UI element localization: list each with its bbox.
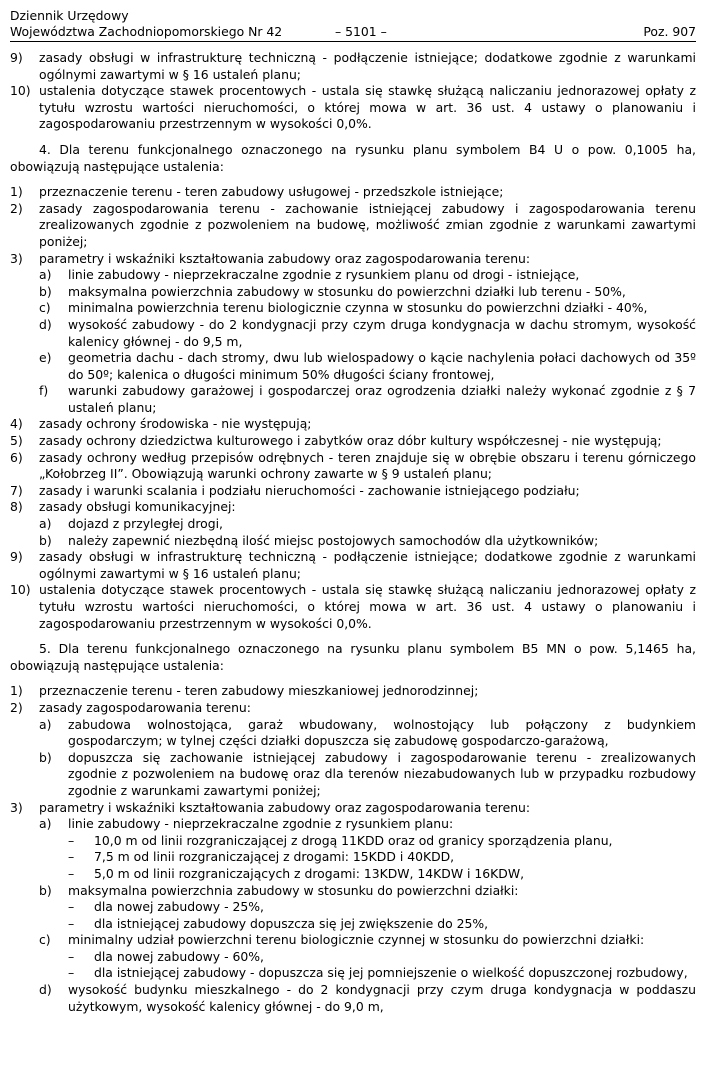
list-marker: 2) bbox=[10, 200, 23, 216]
list-text: parametry i wskaźniki kształtowania zabudowy oraz zagospodarowania terenu: bbox=[39, 799, 531, 815]
list-text: dla nowej zabudowy - 25%, bbox=[94, 899, 264, 915]
list-marker: – bbox=[68, 849, 75, 865]
list-marker: c) bbox=[39, 300, 51, 316]
journal-subtitle: Województwa Zachodniopomorskiego Nr 42 bbox=[10, 24, 283, 39]
sub-list-item bbox=[10, 350, 696, 383]
list-marker: – bbox=[68, 915, 75, 931]
dash-list-item bbox=[10, 833, 696, 850]
section-paragraph: 4. Dla terenu funkcjonalnego oznaczonego na rysunku planu symbolem B4 U o pow. 0,1005 ha, obowiązują następujące ustalenia: bbox=[10, 141, 696, 174]
list-text: 10,0 m od linii rozgraniczającej z drogą 11KDD oraz od granicy sporządzenia planu, bbox=[94, 832, 613, 848]
list-marker: 7) bbox=[10, 482, 23, 498]
sub-list-item bbox=[10, 267, 696, 284]
list-marker: d) bbox=[39, 982, 52, 998]
list-item bbox=[10, 499, 696, 516]
journal-title: Dziennik Urzędowy bbox=[10, 8, 129, 23]
list-item bbox=[10, 549, 696, 582]
list-item bbox=[10, 416, 696, 433]
header-rule bbox=[10, 41, 696, 42]
list-item bbox=[10, 50, 696, 83]
list-text: ustalenia dotyczące stawek procentowych - ustala się stawkę służącą naliczaniu jednorazowej opłaty z tytułu wzrostu wartości nieruchomości, o której mowa w art. 36 ust. 4 ustawy o planowaniu i zagospodarowaniu przestrzennym w wysokości 0,0%. bbox=[39, 83, 696, 132]
page-number: – 5101 – bbox=[335, 24, 387, 39]
sub-list-item bbox=[10, 816, 696, 833]
list-marker: – bbox=[68, 948, 75, 964]
list-item bbox=[10, 83, 696, 133]
list-text: zasady obsługi w infrastrukturę techniczną - podłączenie istniejące; dodatkowe zgodnie z warunkami ogólnymi zawartymi w § 16 ustaleń planu; bbox=[39, 549, 696, 581]
list-text: zasady zagospodarowania terenu: bbox=[39, 699, 251, 715]
dash-list-item bbox=[10, 949, 696, 966]
sub-list-item bbox=[10, 982, 696, 1015]
list-marker: 1) bbox=[10, 683, 23, 699]
list-text: dla istniejącej zabudowy dopuszcza się jej zwiększenie do 25%, bbox=[94, 915, 489, 931]
list-text: warunki zabudowy garażowej i gospodarczej oraz ogrodzenia działki należy wykonać zgodnie z § 7 ustaleń planu; bbox=[68, 383, 696, 415]
sub-list-item bbox=[10, 317, 696, 350]
list-text: zasady ochrony środowiska - nie występują; bbox=[39, 416, 312, 432]
list-text: 7,5 m od linii rozgraniczającej z drogami: 15KDD i 40KDD, bbox=[94, 849, 455, 865]
list-text: wysokość budynku mieszkalnego - do 2 kondygnacji przy czym druga kondygnacja w poddaszu użytkowym, wysokość kalenicy głównej - do 9,0 m, bbox=[68, 982, 696, 1014]
list-text: minimalna powierzchnia terenu biologicznie czynna w stosunku do powierzchni działki - 40%, bbox=[68, 300, 648, 316]
list-text: wysokość zabudowy - do 2 kondygnacji przy czym druga kondygnacja w dachu stromym, wysokość kalenicy głównej - do 9,5 m, bbox=[68, 316, 696, 349]
section-paragraph: 5. Dla terenu funkcjonalnego oznaczonego na rysunku planu symbolem B5 MN o pow. 5,1465 ha, obowiązują następujące ustalenia: bbox=[10, 641, 696, 673]
list-marker: a) bbox=[39, 267, 52, 283]
document-page bbox=[10, 8, 696, 1015]
sub-list-item bbox=[10, 383, 696, 416]
sub-list-item bbox=[10, 883, 696, 900]
list-text: zasady obsługi komunikacyjnej: bbox=[39, 499, 236, 515]
sub-list-item bbox=[10, 932, 696, 949]
list-item bbox=[10, 700, 696, 717]
list-text: maksymalna powierzchnia zabudowy w stosunku do powierzchni działki: bbox=[68, 882, 519, 898]
list-item bbox=[10, 433, 696, 450]
list-marker: – bbox=[68, 965, 75, 981]
list-text: linie zabudowy - nieprzekraczalne zgodnie z rysunkiem planu od drogi - istniejące, bbox=[68, 267, 580, 283]
list-item bbox=[10, 184, 696, 201]
list-text: zasady zagospodarowania terenu - zachowanie istniejącej zabudowy i zagospodarowania terenu zrealizowanych zgodnie z pozwoleniem na budowę, możliwość zmian zgodnie z warunkami zawartymi poniżej; bbox=[39, 200, 696, 249]
sub-list-item bbox=[10, 284, 696, 301]
list-marker: b) bbox=[39, 749, 52, 765]
list-text: minimalny udział powierzchni terenu biologicznie czynnej w stosunku do powierzchni działki: bbox=[68, 932, 645, 948]
list-marker: f) bbox=[39, 383, 49, 399]
sub-list-item bbox=[10, 300, 696, 317]
list-marker: 5) bbox=[10, 433, 23, 449]
list-text: przeznaczenie terenu - teren zabudowy mieszkaniowej jednorodzinnej; bbox=[39, 683, 479, 699]
list-marker: 9) bbox=[10, 549, 23, 565]
list-marker: a) bbox=[39, 816, 52, 832]
list-marker: a) bbox=[39, 716, 52, 732]
list-marker: e) bbox=[39, 350, 52, 366]
list-text: zasady ochrony dziedzictwa kulturowego i zabytków oraz dóbr kultury współczesnej - nie występują; bbox=[39, 433, 662, 449]
list-marker: 3) bbox=[10, 799, 23, 815]
list-text: należy zapewnić niezbędną ilość miejsc postojowych samochodów dla użytkowników; bbox=[68, 532, 599, 548]
list-marker: b) bbox=[39, 882, 52, 898]
list-text: maksymalna powierzchnia zabudowy w stosunku do powierzchni działki lub terenu - 50%, bbox=[68, 283, 626, 299]
list-text: parametry i wskaźniki kształtowania zabudowy oraz zagospodarowania terenu: bbox=[39, 250, 531, 266]
dash-list-item bbox=[10, 866, 696, 883]
list-marker: 6) bbox=[10, 449, 23, 465]
list-marker: 4) bbox=[10, 416, 23, 432]
dash-list-item bbox=[10, 849, 696, 866]
list-marker: 1) bbox=[10, 184, 23, 200]
list-text: dla nowej zabudowy - 60%, bbox=[94, 948, 264, 964]
list-item bbox=[10, 582, 696, 632]
dash-list-item bbox=[10, 965, 696, 982]
list-marker: a) bbox=[39, 516, 52, 532]
list-item bbox=[10, 450, 696, 483]
list-text: zasady ochrony według przepisów odrębnych - teren znajduje się w obrębie obszaru i terenu górniczego „Kołobrzeg II”. Obowiązują warunki ochrony zawarte w § 9 ustaleń planu; bbox=[39, 449, 696, 482]
list-marker: – bbox=[68, 899, 75, 915]
list-text: geometria dachu - dach stromy, dwu lub wielospadowy o kącie nachylenia połaci dachowych od 35º do 50º; kalenica o długości minimum 50% długości ściany frontowej, bbox=[68, 350, 696, 382]
sub-list-item bbox=[10, 717, 696, 750]
list-marker: d) bbox=[39, 316, 52, 332]
list-text: zasady i warunki scalania i podziału nieruchomości - zachowanie istniejącego podziału; bbox=[39, 482, 580, 498]
list-text: przeznaczenie terenu - teren zabudowy usługowej - przedszkole istniejące; bbox=[39, 184, 504, 200]
list-marker: b) bbox=[39, 283, 52, 299]
sub-list-item bbox=[10, 750, 696, 800]
list-text: zasady obsługi w infrastrukturę techniczną - podłączenie istniejące; dodatkowe zgodnie z warunkami ogólnymi zawartymi w § 16 ustaleń planu; bbox=[39, 50, 696, 82]
list-marker: 3) bbox=[10, 250, 23, 266]
list-marker: c) bbox=[39, 932, 51, 948]
list-marker: 10) bbox=[10, 83, 31, 99]
list-item bbox=[10, 800, 696, 817]
list-text: dojazd z przyległej drogi, bbox=[68, 516, 223, 532]
list-marker: 9) bbox=[10, 50, 23, 65]
position-number: Poz. 907 bbox=[643, 24, 696, 39]
list-text: dopuszcza się zachowanie istniejącej zabudowy i zagospodarowanie terenu - zrealizowanych zgodnie z pozwoleniem na budowę oraz dla terenów niezabudowanych lub w przypadku rozbudowy zgodnie z warunkami zawartymi poniżej; bbox=[68, 749, 696, 798]
page-header bbox=[10, 8, 696, 41]
list-text: ustalenia dotyczące stawek procentowych - ustala się stawkę służącą naliczaniu jednorazowej opłaty z tytułu wzrostu wartości nieruchomości, o której mowa w art. 36 ust. 4 ustawy o planowaniu i zagospodarowaniu przestrzennym w wysokości 0,0%. bbox=[39, 582, 696, 631]
list-item bbox=[10, 683, 696, 700]
document-body bbox=[10, 50, 696, 1015]
list-text: zabudowa wolnostojąca, garaż wbudowany, wolnostojący lub połączony z budynkiem gospodarczym; w tylnej części działki dopuszcza się zabudowę gospodarczo-garażową, bbox=[68, 716, 696, 749]
list-marker: 8) bbox=[10, 499, 23, 515]
list-item bbox=[10, 483, 696, 500]
sub-list-item bbox=[10, 533, 696, 550]
list-marker: b) bbox=[39, 532, 52, 548]
sub-list-item bbox=[10, 516, 696, 533]
list-marker: – bbox=[68, 832, 75, 848]
list-text: 5,0 m od linii rozgraniczających z drogami: 13KDW, 14KDW i 16KDW, bbox=[94, 865, 525, 881]
dash-list-item bbox=[10, 916, 696, 933]
dash-list-item bbox=[10, 899, 696, 916]
list-text: dla istniejącej zabudowy - dopuszcza się jej pomniejszenie o wielkość dopuszczonej rozbudowy, bbox=[94, 965, 688, 981]
list-item bbox=[10, 251, 696, 268]
list-marker: 2) bbox=[10, 699, 23, 715]
list-marker: – bbox=[68, 865, 75, 881]
list-text: linie zabudowy - nieprzekraczalne zgodnie z rysunkiem planu: bbox=[68, 816, 454, 832]
list-marker: 10) bbox=[10, 582, 31, 598]
list-item bbox=[10, 201, 696, 251]
